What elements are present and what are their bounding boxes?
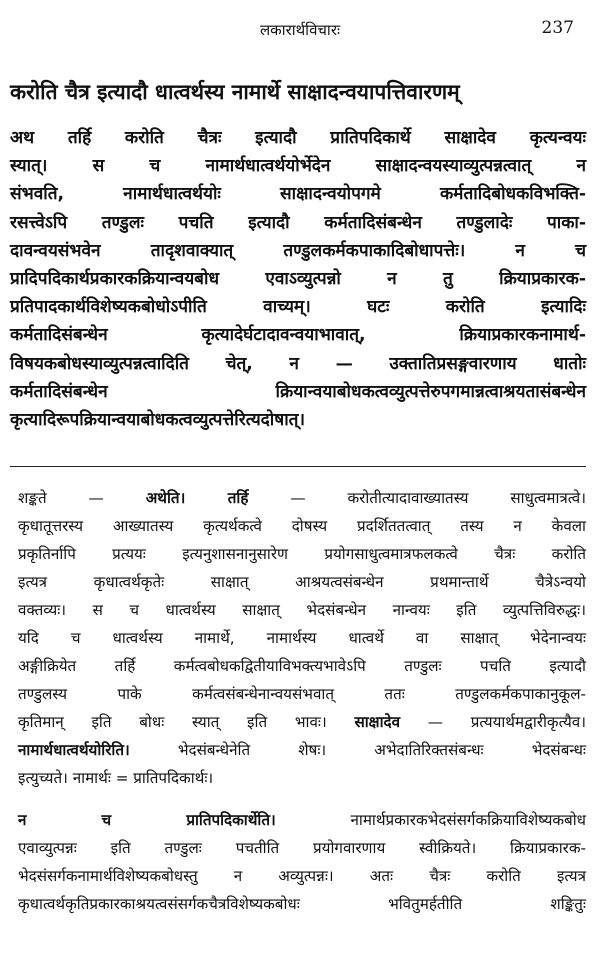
- lemma: साक्षादेव: [354, 713, 401, 731]
- lemma: न च प्रातिपदिकार्थेति।: [18, 811, 276, 829]
- commentary-line: कृधात्वर्थकृतिप्रकारकाश्रयत्वसंसर्गकचैत्रविशेष्यकबोधः भवितुमर्हतीति शङ्कितुः: [18, 895, 586, 913]
- main-line: रसत्त्वेऽपि तण्डुलः पचति इत्यादौ कर्मतादिसंबन्धेन तण्डुलादेः पाका-: [10, 212, 586, 233]
- main-line: अथ तर्हि करोति चैत्रः इत्यादौ प्रातिपदिकार्थे साक्षादेव कृत्यन्वयः: [10, 128, 586, 148]
- commentary: [10, 484, 586, 918]
- page-header: [0, 14, 600, 48]
- commentary-line: यदि च धात्वर्थस्य नामार्थे, नामार्थस्य धात्वर्थे वा साक्षात् भेदेनान्वयः: [18, 629, 586, 647]
- main-line: संभवति, नामार्थधात्वर्थयोः साक्षादन्वयोपगमे कर्मतादिबोधकविभक्ति-: [10, 184, 586, 205]
- commentary-line: एवाव्युत्पन्नः इति तण्डुलः पचतीति प्रयोगवारणाय स्वीक्रियते। क्रियाप्रकारक-: [18, 839, 586, 857]
- main-line: दावन्वयसंभवेन तादृशवाक्यात् तण्डुलकर्मकपाकादिबोधापत्तेः। न च: [10, 240, 586, 261]
- commentary-paragraph: [10, 484, 586, 792]
- lemma: नामार्थधात्वर्थयोरिति।: [18, 741, 130, 759]
- lemma: अथेति। तर्हि: [145, 489, 249, 507]
- main-line: कर्मतादिसंबन्धेन क्रियान्वयाबोधकत्वव्युत्पत्तेरुपगमान्नत्वाश्रयतासंबन्धेन: [10, 381, 586, 402]
- main-text: [10, 124, 586, 434]
- section-heading: करोति चैत्र इत्यादौ धात्वर्थस्य नामार्थे साक्षादन्वयापत्तिवारणम्: [10, 80, 460, 104]
- commentary-line: अङ्गीक्रियेत तर्हि कर्मत्वबोधकद्वितीयाविभक्त्यभावेऽपि तण्डुलः पचति इत्यादौ: [18, 657, 586, 675]
- main-line: प्रतिपादकार्थविशेष्यकबोधोऽपीति वाच्यम्। घटः करोति इत्यादिः: [10, 297, 586, 318]
- commentary-line: कृधातूत्तरस्य आख्यातस्य कृत्यर्थकत्वे दोषस्य प्रदर्शिततत्वात् तस्य न केवला: [18, 517, 586, 535]
- commentary-line: कृतिमान् इति बोधः स्यात् इति भावः। साक्षादेव — प्रत्ययार्थमद्वारीकृत्यैव।: [18, 713, 586, 731]
- commentary-paragraph: [10, 806, 586, 918]
- section-divider: [10, 466, 586, 467]
- commentary-line: प्रकृतिर्नापि प्रत्ययः इत्यनुशासनानुसारेण प्रयोगसाधुत्वमात्रफलकत्वे चैत्रः करोति: [18, 545, 586, 563]
- commentary-line: इत्यत्र कृधात्वर्थकृतेः साक्षात् आश्रयत्वसंबन्धेन प्रथमान्तार्थे चैत्रेऽन्वयो: [18, 573, 586, 591]
- main-line: कृत्यादिरूपक्रियान्वयाबोधकत्वव्युत्पत्तेरित्यदोषात्।: [10, 410, 305, 431]
- running-head: लकारार्थविचारः: [260, 21, 340, 39]
- main-line: स्यात्। स च नामार्थधात्वर्थयोर्भेदेन साक्षादन्वयस्याव्युत्पन्नत्वात् न: [10, 156, 586, 177]
- commentary-line: नामार्थधात्वर्थयोरिति। भेदसंबन्धेनेति शेषः। अभेदातिरिक्तसंबन्धः भेदसंबन्धः: [18, 741, 586, 759]
- commentary-line: तण्डुलस्य पाके कर्मत्वसंबन्धेनान्वयसंभवात् ततः तण्डुलकर्मकपाकानुकूल-: [18, 685, 586, 703]
- commentary-line: भेदसंसर्गकनामार्थविशेष्यकबोधस्तु न अव्युत्पन्नः। अतः चैत्रः करोति इत्यत्र: [18, 867, 586, 885]
- commentary-line: न च प्रातिपदिकार्थेति। नामार्थप्रकारकभेदसंसर्गकक्रियाविशेष्यकबोध: [18, 811, 586, 829]
- main-line: प्रादिपदिकार्थप्रकारकक्रियान्वयबोध एवाऽव्युत्पन्नो न तु क्रियाप्रकारक-: [10, 269, 586, 290]
- commentary-line: शङ्कते — अथेति। तर्हि — करोतीत्यादावाख्यातस्य साधुत्वमात्रत्वे।: [18, 489, 586, 507]
- commentary-line: वक्तव्यः। स च धात्वर्थस्य साक्षात् भेदसंबन्धेन नान्वयः इति व्युत्पत्तिविरुद्धः।: [18, 601, 586, 619]
- page-number: 237: [541, 18, 574, 38]
- main-line: विषयकबोधस्याव्युत्पन्नत्वादिति चेत्, न — उक्तातिप्रसङ्गवारणाय धातोः: [10, 353, 586, 374]
- main-line: कर्मतादिसंबन्धेन कृत्यादेर्घटादावन्वयाभावात्, क्रियाप्रकारकनामार्थ-: [10, 325, 586, 346]
- commentary-line: इत्युच्यते। नामार्थः = प्रातिपदिकार्थः।: [18, 769, 214, 787]
